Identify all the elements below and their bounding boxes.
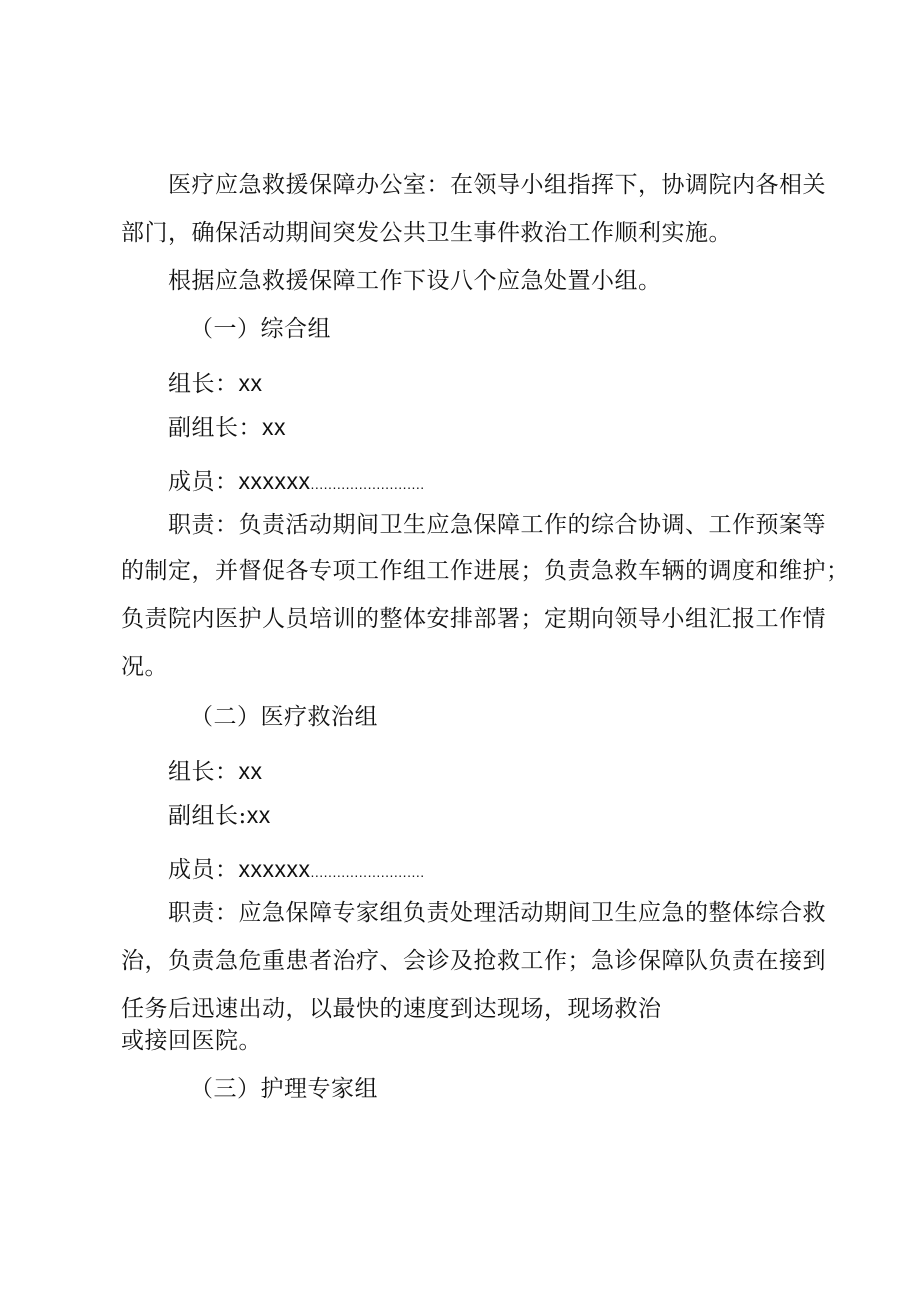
group-1-members bbox=[168, 466, 425, 499]
section-heading-group-1: （一）综合组 bbox=[190, 316, 331, 342]
group-1-deputy-value: xx bbox=[262, 414, 286, 440]
group-2-deputy bbox=[168, 800, 271, 831]
group-2-deputy-value: xx bbox=[246, 802, 271, 828]
group-2-leader-label: 组长： bbox=[168, 759, 239, 785]
group-1-duty-line-3: 负责院内医护人员培训的整体安排部署；定期向领导小组汇报工作情 bbox=[121, 606, 826, 632]
group-2-members-value: xxxxxx bbox=[238, 856, 311, 882]
group-1-deputy-label: 副组长： bbox=[168, 415, 262, 441]
group-1-duty-line-1: 职责：负责活动期间卫生应急保障工作的综合协调、工作预案等 bbox=[168, 512, 826, 538]
group-2-leader-value: xx bbox=[238, 758, 263, 784]
group-2-members-label: 成员： bbox=[168, 857, 239, 883]
group-1-members-label: 成员： bbox=[168, 469, 239, 495]
group-2-members-dots: .......................... bbox=[310, 864, 425, 880]
group-1-duty-line-2: 的制定，并督促各专项工作组工作进展；负责急救车辆的调度和维护； bbox=[121, 558, 850, 584]
group-2-deputy-label: 副组长: bbox=[168, 803, 247, 829]
group-2-duty-line-2: 治，负责急危重患者治疗、会诊及抢救工作；急诊保障队负责在接到 bbox=[121, 948, 826, 974]
group-2-duty-line-3: 任务后迅速出动，以最快的速度到达现场，现场救治 bbox=[121, 996, 662, 1022]
group-1-leader bbox=[168, 368, 263, 399]
group-2-duty-line-1: 职责：应急保障专家组负责处理活动期间卫生应急的整体综合救 bbox=[168, 900, 826, 926]
group-1-members-dots: .......................... bbox=[310, 476, 425, 492]
group-1-deputy bbox=[168, 412, 286, 443]
section-heading-group-2: （二）医疗救治组 bbox=[190, 704, 378, 730]
group-2-leader bbox=[168, 756, 263, 787]
group-1-duty-line-4: 况。 bbox=[121, 654, 168, 680]
paragraph-groups-intro: 根据应急救援保障工作下设八个应急处置小组。 bbox=[168, 268, 662, 294]
group-2-duty-line-4: 或接回医院。 bbox=[121, 1028, 262, 1054]
paragraph-office-line-1: 医疗应急救援保障办公室：在领导小组指挥下，协调院内各相关 bbox=[168, 172, 826, 198]
group-1-leader-label: 组长： bbox=[168, 371, 239, 397]
paragraph-office-line-2: 部门，确保活动期间突发公共卫生事件救治工作顺利实施。 bbox=[121, 220, 732, 246]
group-1-leader-value: xx bbox=[238, 370, 263, 396]
group-1-members-value: xxxxxx bbox=[238, 468, 311, 494]
group-2-members bbox=[168, 854, 425, 887]
section-heading-group-3: （三）护理专家组 bbox=[190, 1076, 378, 1102]
